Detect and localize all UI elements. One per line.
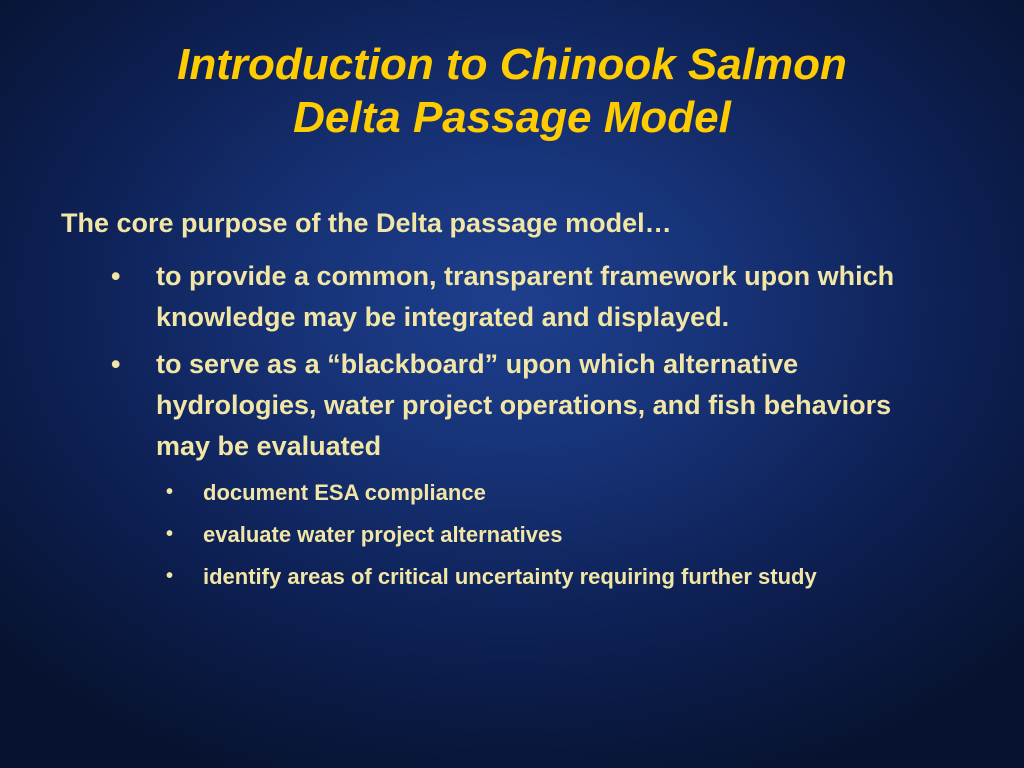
sub-bullet-text: document ESA compliance xyxy=(203,480,486,505)
bullet-icon: • xyxy=(111,349,121,379)
sub-bullet-text: evaluate water project alternatives xyxy=(203,522,563,547)
sub-bullet-item xyxy=(156,561,944,592)
sub-bullet-list xyxy=(156,477,944,592)
sub-bullet-item xyxy=(156,519,944,550)
slide-title-line-2: Delta Passage Model xyxy=(293,93,731,142)
bullet-text: to serve as a “blackboard” upon which alternative hydrologies, water project operations, and fish behaviors may be evaluated xyxy=(156,349,892,461)
slide-title-line-1: Introduction to Chinook Salmon xyxy=(177,40,847,89)
sub-bullet-text: identify areas of critical uncertainty requiring further study xyxy=(203,564,817,589)
bullet-list xyxy=(0,256,1000,603)
sub-bullet-icon: • xyxy=(166,565,174,587)
bullet-item-blackboard xyxy=(0,344,1000,592)
sub-bullet-icon: • xyxy=(166,481,174,503)
bullet-text: to provide a common, transparent framework upon which knowledge may be integrated and displayed. xyxy=(156,261,895,332)
lead-text: The core purpose of the Delta passage model… xyxy=(61,208,672,238)
sub-bullet-icon: • xyxy=(166,523,174,545)
sub-bullet-item xyxy=(156,477,944,508)
bullet-icon: • xyxy=(111,261,121,291)
bullet-item-framework xyxy=(0,256,1000,338)
slide-title xyxy=(0,38,1024,144)
